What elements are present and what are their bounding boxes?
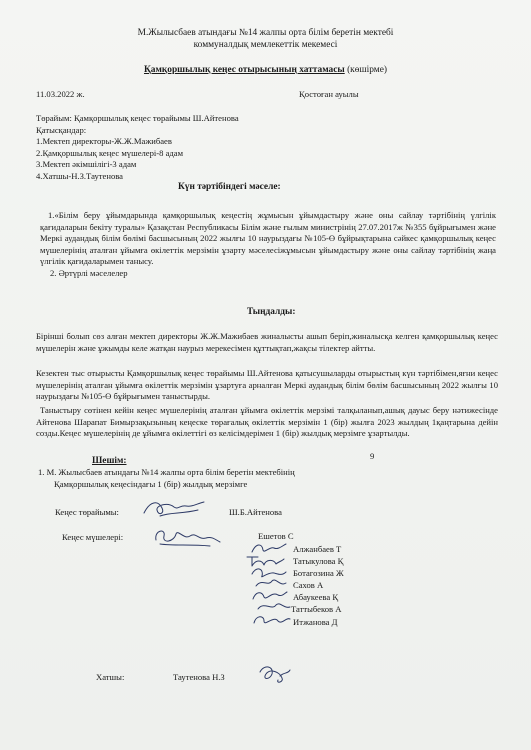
school-name-line1: М.Жылысбаев атындағы №14 жалпы орта білім беретін мектебі (137, 28, 394, 38)
title-text: Қамқоршылық кеңес отырысының хаттамасы (143, 65, 345, 75)
decision-line-2: Қамқоршылық кеңесіндағы 1 (бір) жылдық мерзімге (54, 479, 248, 489)
margin-mark: 9 (370, 451, 375, 461)
member-name: Татыкулова Қ (293, 556, 344, 566)
title-suffix: (көшірме) (344, 65, 388, 75)
heard-heading: Тыңдалды: (247, 307, 296, 317)
secretary-label: Хатшы: (96, 672, 125, 682)
school-name-line2: коммуналдық мемлекеттік мекемесі (193, 40, 338, 50)
member-name: Ешетов С (258, 531, 294, 541)
agenda-heading: Күн тәртібіндегі мәселе: (178, 182, 281, 192)
member-signature-icon (250, 611, 292, 629)
heard-paragraph-2: Кезектен тыс отырысты Қамқоршылық кеңес төрайымы Ш.Айтенова қатысушыларды отырыстың күн тәртібімен,яғни кеңес мүшелерінің аталған ұйымға өкілеттік мерзімін ұзартуға арналған Меркі аудандық білім бөлім басшысының 2022 жылғы 10 наурыздағы №105-Ө бұйрығымен таныстырды. (36, 368, 498, 401)
attendees-label: Қатысқандар: (36, 124, 87, 135)
chair-line: Төрайым: Қамқоршылық кеңес төрайымы Ш.Айтенова (36, 113, 239, 123)
member-name: Ботагозина Ж (293, 568, 344, 578)
members-label: Кеңес мүшелері: (62, 532, 124, 542)
member-signature-icon (150, 524, 222, 550)
decision-line-1: 1. М. Жылысбаев атындағы №14 жалпы орта білім беретін мектебінің (38, 467, 295, 477)
decision-heading: Шешім: (92, 456, 127, 466)
secretary-signature-icon (254, 662, 294, 688)
document-title (0, 64, 531, 76)
secretary-name: Таутенова Н.З (173, 672, 225, 682)
chair-signature-icon (140, 496, 210, 520)
chair-signature-label: Кеңес төрайымы: (55, 507, 119, 517)
attendee-item: 3.Мектеп әкімшілігі-3 адам (36, 159, 137, 169)
agenda-item-1: 1.«Білім беру ұйымдарында қамқоршылық кеңестің жұмысын ұйымдастыру және оны сайлау тәртібінің үлгілік қағидаларын бекіту туралы» Қазақстан Республикасы Білім және ғылым министрінің 27.07.2017ж №355 бұйрығымен және Меркі аудандық білім бөлімі басшысының 2022 жылғы 10 наурыздағы №105-Ө бұйрықтарына сәйкес қамқоршылық кеңес мүшелерінің аталған ұйымға өкілеттік мерзімін ұзарту мәселесіжұмысын ұйымдастыру және оны сайлау тәртібінің жаңа үлгілік қағидаларымен танысу. (40, 210, 496, 266)
heard-paragraph-3: Таныстыру сөтінен кейін кеңес мүшелерінің аталған ұйымға өкілеттік мерзімі талқыланып,ашық дауыс беру нәтижесінде Айтенова Шарапат Бимырзақызының кеңеске төрағалық өкілеттік мерзімін 1 (бір) жылға 2023 жылдың 1қаңтарына дейін созды.Кеңес мүшелерінің де ұйымға өкілеттігі өз келісімдерімен 1 (бір) жылдық мерзімге ұзартылды. (36, 405, 498, 438)
attendee-item: 2.Қамқоршылық кеңес мүшелері-8 адам (36, 147, 184, 158)
meeting-date: 11.03.2022 ж. (36, 89, 85, 99)
member-name: Алжанбаев Т (293, 544, 342, 554)
attendee-item: 1.Мектеп директоры-Ж.Ж.Мажибаев (36, 136, 172, 146)
chair-name: Ш.Б.Айтенова (229, 507, 282, 517)
meeting-place: Қостоған ауылы (299, 89, 359, 99)
member-name: Абаукеева Қ (293, 592, 339, 602)
heard-paragraph-1: Бірінші болып сөз алған мектеп директоры Ж.Ж.Мажибаев жиналысты ашып беріп,жиналысқа келген қамқоршылық кеңес мүшелерін және ұжымды келе жатқан наурыз мерекесімен құттықтап,жақсы тілектер айтты. (36, 331, 498, 353)
member-name: Сахов А (293, 580, 324, 590)
agenda-item-2: 2. Әртүрлі мәселелер (50, 268, 128, 278)
attendee-item: 4.Хатшы-Н.З.Таутенова (36, 170, 123, 181)
member-name: Таттыбеков А (291, 604, 342, 614)
member-name: Итжанова Д (293, 617, 338, 627)
